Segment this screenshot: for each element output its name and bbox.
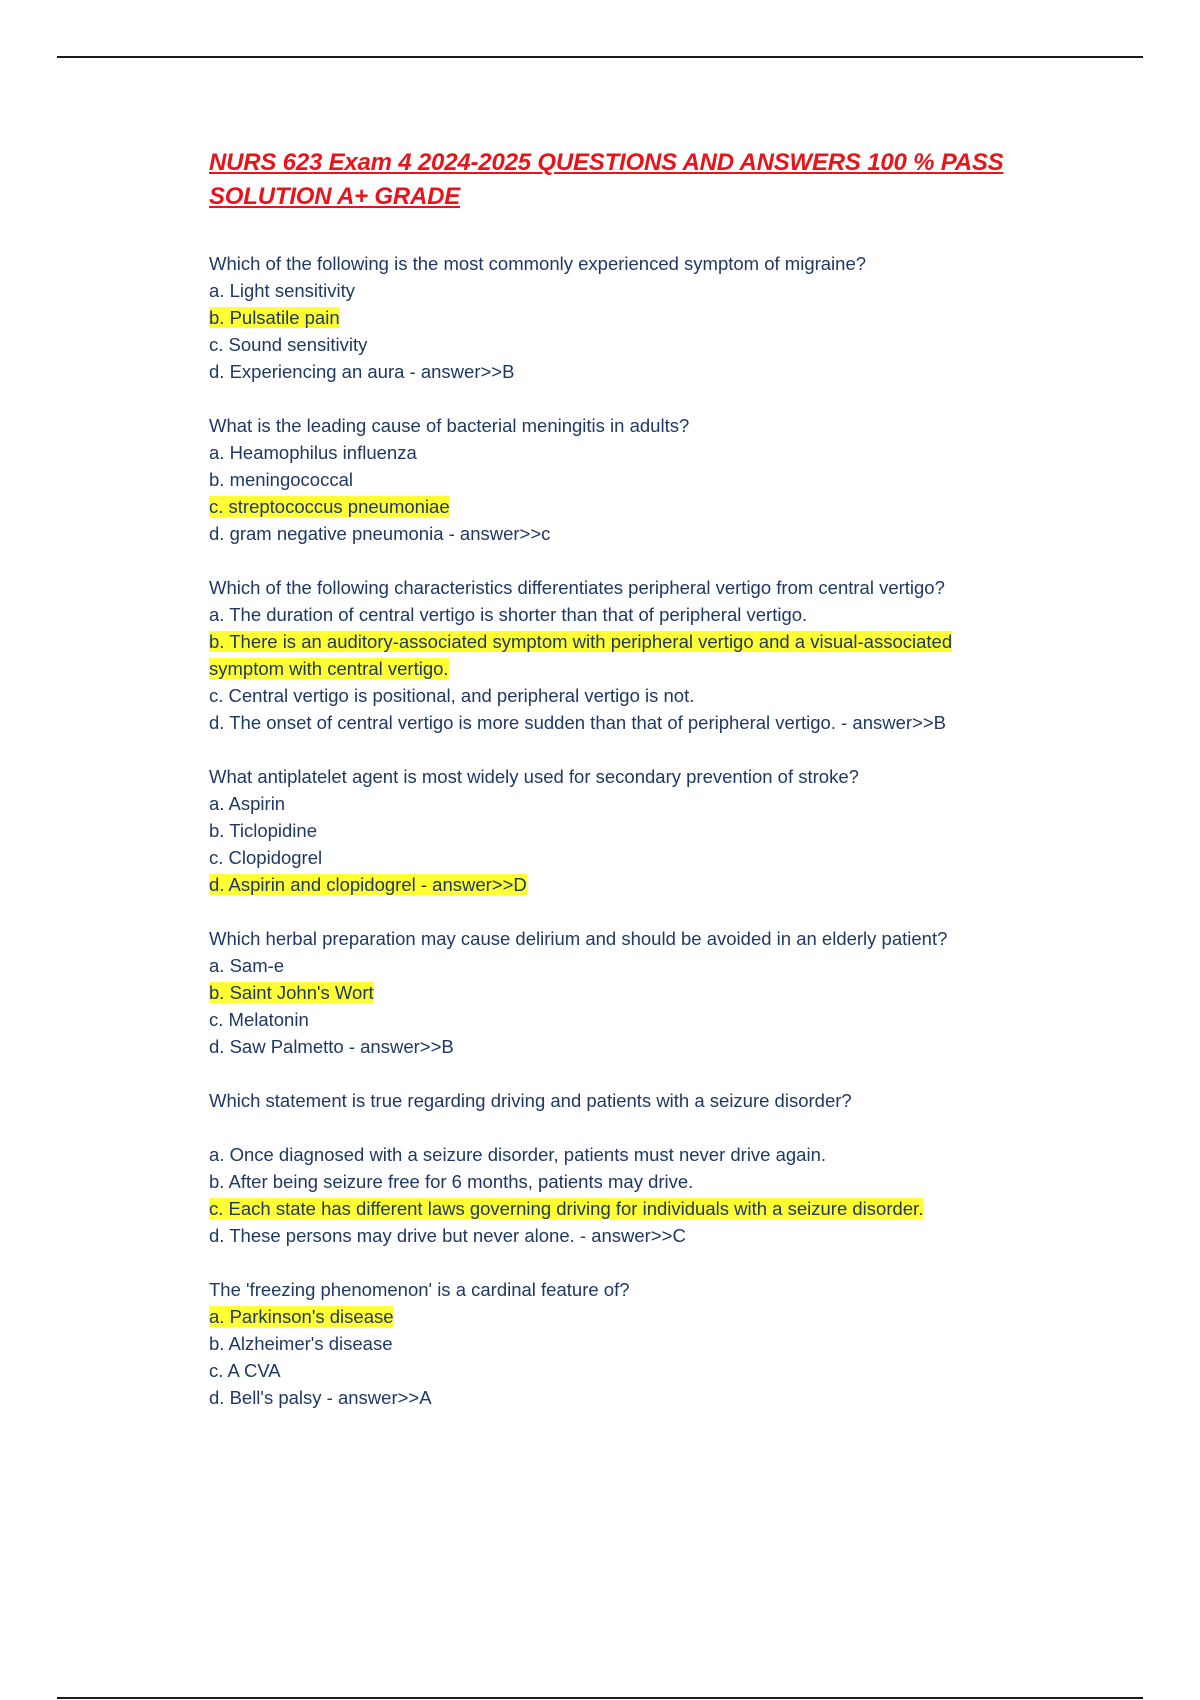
blank-line [209, 1114, 1089, 1141]
answer-highlight: a. Parkinson's disease [209, 1306, 394, 1327]
option-c: c. Clopidogrel [209, 847, 323, 868]
answer-highlight: c. Each state has different laws governing driving for individuals with a seizure disorder. [209, 1198, 924, 1219]
document-title [209, 146, 1089, 214]
option-d: d. Bell's palsy - answer>>A [209, 1387, 432, 1408]
footer-rule [57, 1697, 1143, 1699]
option-d [209, 871, 1089, 898]
option-b [209, 304, 1089, 331]
option-a: a. Aspirin [209, 793, 286, 814]
title-line-2: SOLUTION A+ GRADE [209, 183, 461, 210]
option-a: a. Once diagnosed with a seizure disorder, patients must never drive again. [209, 1144, 827, 1165]
option-a: a. Sam-e [209, 955, 285, 976]
question-text: What is the leading cause of bacterial meningitis in adults? [209, 415, 690, 436]
option-d: d. These persons may drive but never alone. - answer>>C [209, 1225, 686, 1246]
option-b [209, 628, 1029, 682]
option-b: b. Ticlopidine [209, 820, 317, 841]
question-text: Which of the following is the most commonly experienced symptom of migraine? [209, 253, 867, 274]
question-text: Which statement is true regarding driving and patients with a seizure disorder? [209, 1090, 852, 1111]
question-block [209, 925, 1089, 1060]
option-c: c. Melatonin [209, 1009, 309, 1030]
answer-highlight: d. Aspirin and clopidogrel - answer>>D [209, 874, 527, 895]
question-text: What antiplatelet agent is most widely used for secondary prevention of stroke? [209, 766, 859, 787]
title-line-1: NURS 623 Exam 4 2024-2025 QUESTIONS AND ANSWERS 100 % PASS [209, 149, 1004, 176]
question-text: The 'freezing phenomenon' is a cardinal feature of? [209, 1279, 630, 1300]
header-rule [57, 56, 1143, 58]
question-block [209, 1087, 1089, 1249]
answer-highlight: b. There is an auditory-associated symptom with peripheral vertigo and a visual-associated symptom with central vertigo. [209, 631, 953, 679]
question-block [209, 574, 1089, 736]
option-c: c. A CVA [209, 1360, 281, 1381]
option-d: d. gram negative pneumonia - answer>>c [209, 523, 551, 544]
option-a: a. The duration of central vertigo is shorter than that of peripheral vertigo. [209, 604, 808, 625]
question-block [209, 250, 1089, 385]
question-block [209, 1276, 1089, 1411]
question-text: Which herbal preparation may cause delirium and should be avoided in an elderly patient? [209, 928, 948, 949]
option-d: d. Experiencing an aura - answer>>B [209, 361, 515, 382]
option-c: c. Sound sensitivity [209, 334, 368, 355]
option-a [209, 1303, 1089, 1330]
option-b: b. After being seizure free for 6 months, patients may drive. [209, 1171, 694, 1192]
option-a: a. Light sensitivity [209, 280, 356, 301]
question-block [209, 763, 1089, 898]
option-a: a. Heamophilus influenza [209, 442, 417, 463]
option-d: d. Saw Palmetto - answer>>B [209, 1036, 454, 1057]
option-b [209, 979, 1089, 1006]
answer-highlight: b. Saint John's Wort [209, 982, 374, 1003]
question-list [209, 250, 1089, 1411]
option-d: d. The onset of central vertigo is more sudden than that of peripheral vertigo. - answer>>B [209, 712, 946, 733]
question-text: Which of the following characteristics differentiates peripheral vertigo from central vertigo? [209, 577, 945, 598]
option-c [209, 493, 1089, 520]
option-b: b. meningococcal [209, 469, 353, 490]
answer-highlight: b. Pulsatile pain [209, 307, 340, 328]
option-c: c. Central vertigo is positional, and peripheral vertigo is not. [209, 685, 695, 706]
question-block [209, 412, 1089, 547]
option-b: b. Alzheimer's disease [209, 1333, 393, 1354]
document-body [209, 146, 1089, 1438]
answer-highlight: c. streptococcus pneumoniae [209, 496, 450, 517]
option-c [209, 1195, 1089, 1222]
